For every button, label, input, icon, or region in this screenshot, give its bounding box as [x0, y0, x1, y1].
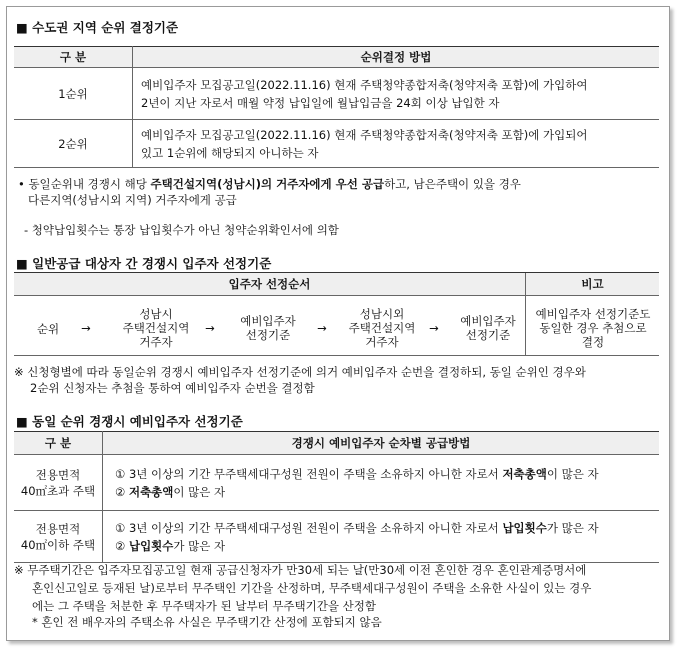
note-line	[18, 176, 521, 192]
method-line	[115, 465, 658, 483]
method-emphasis: 납입횟수	[502, 520, 547, 535]
flow-text: 예비입주자	[240, 314, 296, 328]
table-header: 구 분	[14, 432, 103, 455]
method-emphasis: 저축총액	[128, 484, 174, 499]
table-row	[14, 120, 659, 168]
rank-desc-line: 2년이 지난 자로서 매월 약정 납입일에 월납입금을 24회 이상 납입한 자	[141, 95, 500, 110]
tiebreak-table	[14, 431, 659, 563]
arrow-icon: →	[429, 321, 439, 335]
method-line	[115, 537, 658, 555]
area-text: 전용면적	[35, 521, 81, 536]
method-text: 이 많은 자	[546, 466, 599, 481]
flow-text: 주택건설지역	[348, 321, 416, 335]
remark-text: 결정	[581, 335, 605, 349]
flow-text: 성남시	[139, 307, 173, 321]
remark-text: 예비입주자 선정기준도	[535, 307, 651, 321]
method-text: 가 많은 자	[546, 520, 599, 535]
flow-text: 선정기준	[465, 328, 511, 342]
rank-desc-line: 예비입주자 모집공고일(2022.11.16) 현재 주택청약종합저축(청약저축 포함)에 가입되어	[141, 127, 588, 142]
method-emphasis: 납입횟수	[128, 538, 174, 553]
table-row	[14, 511, 659, 563]
flow-text: 예비입주자	[460, 314, 516, 328]
arrow-icon: →	[81, 321, 91, 335]
flow-text: 선정기준	[245, 328, 291, 342]
arrow-icon: →	[317, 321, 327, 335]
remark-text: 동일한 경우 추첨으로	[539, 321, 647, 335]
flow-step-rank: 순위	[36, 322, 60, 336]
method-line	[115, 519, 658, 537]
rank-criteria-table	[14, 46, 659, 168]
rank-desc-line: 있고 1순위에 해당되지 아니하는 자	[141, 145, 319, 160]
note-line: ※ 신청형별에 따라 동일순위 경쟁시 예비입주자 선정기준에 의거 예비입주자 순번을 결정하되, 동일 순위인 경우와	[14, 365, 586, 379]
flow-text: 주택건설지역	[122, 321, 190, 335]
note-emphasis: 주택건설지역(성남시)의 거주자에게 우선 공급	[150, 177, 385, 191]
area-text: 40㎡초과 주택	[20, 483, 96, 498]
flow-step-criteria	[226, 314, 310, 342]
note-line: 에는 그 주택을 처분한 후 무주택자가 된 날부터 무주택기간을 산정함	[32, 599, 376, 613]
flow-step-seongnam	[108, 307, 204, 349]
table-row	[14, 68, 659, 120]
flow-header: 입주자 선정순서	[14, 273, 526, 296]
flow-text: 성남시외	[359, 307, 405, 321]
area-label	[14, 455, 103, 511]
flow-text: 거주자	[139, 335, 173, 349]
note-text: 하고, 남은주택이 있을 경우	[384, 177, 521, 191]
area-label	[14, 511, 103, 563]
area-text: 전용면적	[35, 467, 81, 482]
method-text: 가 많은 자	[173, 538, 226, 553]
note-line: - 청약납입횟수는 통장 납입횟수가 아닌 청약순위확인서에 의함	[24, 223, 339, 237]
rank-label: 1순위	[14, 68, 133, 120]
note-line: 혼인신고일로 등재된 날)로부터 무주택인 기간을 산정하며, 무주택세대구성원이 주택을 소유한 사실이 있는 경우	[32, 581, 592, 595]
table-header: 순위결정 방법	[133, 47, 660, 68]
note-line: 다른지역(성남시외 지역) 거주자에게 공급	[28, 193, 237, 207]
rank-label: 2순위	[14, 120, 133, 168]
table-header: 경쟁시 예비입주자 순차별 공급방법	[103, 432, 660, 455]
method-emphasis: 저축총액	[502, 466, 547, 481]
note-line: 2순위 신청자는 추첨을 통하여 예비입주자 순번을 결정함	[30, 381, 315, 395]
remark-header: 비고	[526, 273, 659, 296]
table-header: 구 분	[14, 47, 133, 68]
flow-text: 거주자	[365, 335, 399, 349]
section3-title: ■ 동일 순위 경쟁시 예비입주자 선정기준	[16, 414, 243, 429]
area-text: 40㎡이하 주택	[20, 537, 96, 552]
flow-step-outside	[334, 307, 430, 349]
method-text: ① 3년 이상의 기간 무주택세대구성원 전원이 주택을 소유하지 아니한 자로서	[115, 466, 503, 481]
note-text: • 동일순위내 경쟁시 해당	[18, 177, 151, 191]
table-row	[14, 455, 659, 511]
note-line: ※ 무주택기간은 입주자모집공고일 현재 공급신청자가 만30세 되는 날(만30세 이전 혼인한 경우 혼인관계증명서에	[14, 563, 587, 577]
flow-step-criteria	[446, 314, 530, 342]
remark-cell	[528, 307, 658, 349]
method-text: ① 3년 이상의 기간 무주택세대구성원 전원이 주택을 소유하지 아니한 자로서	[115, 520, 503, 535]
method-line	[115, 483, 658, 501]
selection-flow-table	[14, 272, 659, 356]
method-text: ②	[115, 538, 129, 553]
method-text: 이 많은 자	[173, 484, 226, 499]
method-text: ②	[115, 484, 129, 499]
section2-title: ■ 일반공급 대상자 간 경쟁시 입주자 선정기준	[16, 256, 272, 271]
arrow-icon: →	[205, 321, 215, 335]
section1-title: ■ 수도권 지역 순위 결정기준	[16, 20, 179, 35]
note-line: * 혼인 전 배우자의 주택소유 사실은 무주택기간 산정에 포함되지 않음	[32, 615, 382, 629]
rank-desc-line: 예비입주자 모집공고일(2022.11.16) 현재 주택청약종합저축(청약저축 포함)에 가입하여	[141, 77, 588, 92]
